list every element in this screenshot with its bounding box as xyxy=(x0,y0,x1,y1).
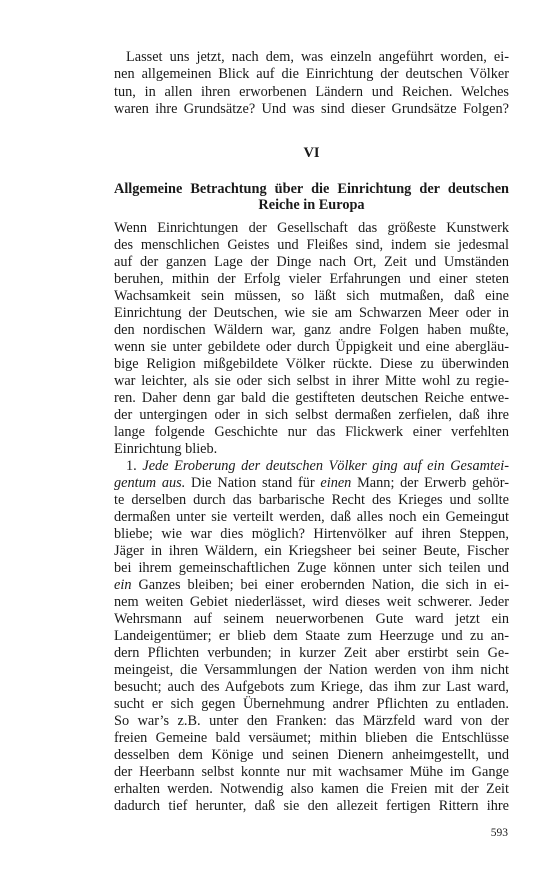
text-line xyxy=(114,577,509,594)
text-line xyxy=(114,475,509,492)
chapter-heading-line: Allgemeine Betrachtung über die Einrichtung der deutschen xyxy=(114,181,509,197)
text-line xyxy=(114,458,509,475)
text-line: So war’s z.B. unter den Franken: das Märzfeld ward von der xyxy=(114,713,509,729)
text-line: der untergingen oder in sich selbst dermaßen zerfielen, daß ihre xyxy=(114,407,509,423)
text-line: bige Religion mißgebildete Völker rückte. Diese zu überwinden xyxy=(114,356,509,372)
text-line: des menschlichen Geistes und Fleißes sind, indem sie jedesmal xyxy=(114,237,509,253)
text-span: Ganzes bleiben; bei einer erobernden Nation, die sich in ei- xyxy=(131,577,509,593)
text-line: Einrichtung der Deutschen, wie sie am Schwarzen Meer oder in xyxy=(114,305,509,321)
text-line: meingeist, die Versammlungen der Nation werden von ihm nicht xyxy=(114,662,509,678)
text-line: nen allgemeinen Blick auf die Einrichtung der deutschen Völker xyxy=(114,66,509,82)
text-line: beruhen, mithin der Erfolg vieler Erfahrungen und einer steten xyxy=(114,271,509,287)
chapter-heading-line: Reiche in Europa xyxy=(258,197,365,213)
text-line: Lasset uns jetzt, nach dem, was einzeln angeführt worden, ei- xyxy=(126,49,509,65)
text-line: nem weiten Gebiet niederlässet, wird dieses weit schwerer. Jeder xyxy=(114,594,509,610)
text-line: auf der ganzen Lage der Dinge nach Ort, Zeit und Umständen xyxy=(114,254,509,270)
text-line: freien Gemeine bald versäumet; mithin blieben die Entschlüsse xyxy=(114,730,509,746)
text-line: waren ihre Grundsätze? Und was sind dieser Grundsätze Folgen? xyxy=(114,101,509,117)
text-line: tun, in allen ihren erworbenen Ländern und Reichen. Welches xyxy=(114,84,509,100)
text-line: Jäger in ihren Wäldern, ein Kriegsheer bei seiner Beute, Fischer xyxy=(114,543,509,559)
text-line: bei ihrem gemeinschaftlichen Zuge können unter sich teilen und xyxy=(114,560,509,576)
emphasis-text: einen xyxy=(320,475,352,491)
section-number: 1. xyxy=(126,458,137,474)
emphasis-text: ein xyxy=(114,577,132,593)
text-line: war leichter, als sie oder sich selbst in ihrer Mitte wohl zu regie- xyxy=(114,373,509,389)
text-line: dermaßen unter sie verteilt werden, daß alles noch ein Gemeingut xyxy=(114,509,509,525)
chapter-number: VI xyxy=(303,145,320,161)
text-line: Wenn Einrichtungen der Gesellschaft das größeste Kunstwerk xyxy=(114,220,509,236)
text-line: erhalten werden. Notwendig also kamen die Freien mit der Zeit xyxy=(114,781,509,797)
text-line: den nordischen Wäldern war, ganz andre Folgen haben mußte, xyxy=(114,322,509,338)
text-line: ren. Daher denn gar bald die gestifteten deutschen Reiche entwe- xyxy=(114,390,509,406)
text-line: Wachsamkeit sein müssen, so läßt sich mutmaßen, daß eine xyxy=(114,288,509,304)
text-line: te derselben durch das barbarische Recht des Krieges und sollte xyxy=(114,492,509,508)
text-line: Einrichtung blieb. xyxy=(114,441,218,457)
text-line: desselben dem Könige und seinen Dienern anheimgestellt, und xyxy=(114,747,509,763)
emphasis-text: Jede Eroberung der deutschen Völker ging auf ein Gesamtei- xyxy=(142,458,509,474)
text-line: lange folgende Geschichte nur das Flickwerk einer verfehlten xyxy=(114,424,509,440)
emphasis-text: gentum aus. xyxy=(114,475,186,491)
text-line: Landeigentümer; er blieb dem Staate zum Heerzuge und zu an- xyxy=(114,628,509,644)
text-line: sucht er sich gegen Übernehmung andrer Pflichten zu entladen. xyxy=(114,696,509,712)
text-line: dadurch tief herunter, daß sie den allezeit fertigen Rittern ihre xyxy=(114,798,509,814)
text-line: besucht; auch des Aufgebots zum Kriege, das ihm zur Last ward, xyxy=(114,679,509,695)
text-span: Die Nation stand für xyxy=(185,475,321,491)
text-span: Mann; der Erwerb gehör- xyxy=(351,475,509,491)
text-line: dern Pflichten verbunden; in kurzer Zeit aber erstirbt sein Ge- xyxy=(114,645,509,661)
text-line: wenn sie unter gebildete oder durch Üppigkeit und eine abergläu- xyxy=(114,339,509,355)
text-line: Wehrsmann auf seinem neuerworbenen Gute ward jetzt ein xyxy=(114,611,509,627)
text-line: der Heerbann selbst konnte nur mit wachsamer Mühe im Gange xyxy=(114,764,509,780)
text-line: bliebe; wie war dies möglich? Hirtenvölker auf ihren Steppen, xyxy=(114,526,509,542)
page-number: 593 xyxy=(490,827,508,839)
